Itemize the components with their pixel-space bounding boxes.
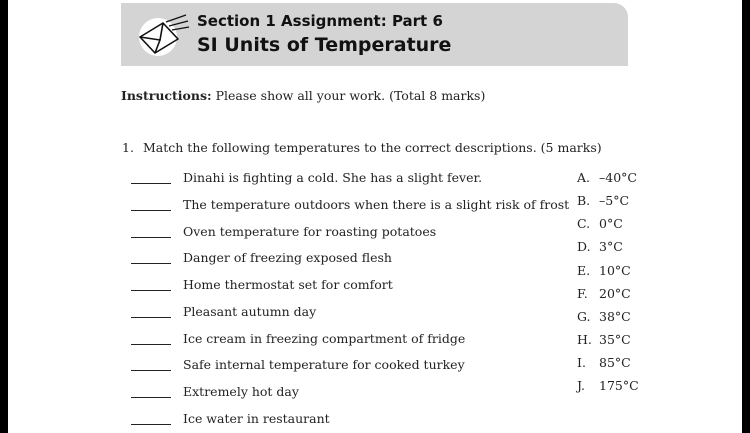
answer-option (577, 193, 717, 211)
item-description: Home thermostat set for comfort (183, 277, 393, 292)
answer-blank[interactable] (131, 344, 171, 345)
answer-option (577, 263, 717, 281)
option-letter: A. (577, 170, 591, 185)
option-value: 85°C (599, 355, 631, 370)
answer-blank[interactable] (131, 263, 171, 264)
option-letter: D. (577, 239, 591, 254)
answer-option (577, 239, 717, 257)
envelope-icon (134, 13, 190, 57)
option-value: 35°C (599, 332, 631, 347)
section-subtitle: Section 1 Assignment: Part 6 (197, 12, 443, 30)
match-item (131, 277, 571, 295)
match-item (131, 170, 571, 188)
item-description: Ice water in restaurant (183, 411, 330, 426)
option-value: 10°C (599, 263, 631, 278)
item-description: Safe internal temperature for cooked turkey (183, 357, 465, 372)
option-value: 175°C (599, 378, 639, 393)
answer-option (577, 286, 717, 304)
match-item (131, 224, 571, 242)
option-value: 0°C (599, 216, 623, 231)
answer-blank[interactable] (131, 210, 171, 211)
item-description: Oven temperature for roasting potatoes (183, 224, 437, 239)
answer-option (577, 309, 717, 327)
answer-blank[interactable] (131, 290, 171, 291)
answer-blank[interactable] (131, 424, 171, 425)
instructions (121, 88, 485, 103)
option-value: 20°C (599, 286, 631, 301)
answer-option (577, 378, 717, 396)
answer-option (577, 355, 717, 373)
option-value: 38°C (599, 309, 631, 324)
match-item (131, 411, 571, 429)
answer-blank[interactable] (131, 237, 171, 238)
instructions-label: Instructions: (121, 88, 212, 103)
answer-blank[interactable] (131, 397, 171, 398)
option-letter: J. (577, 378, 586, 393)
item-description: Extremely hot day (183, 384, 299, 399)
option-letter: H. (577, 332, 592, 347)
match-item (131, 384, 571, 402)
item-description: Danger of freezing exposed flesh (183, 250, 392, 265)
match-item (131, 304, 571, 322)
option-value: 3°C (599, 239, 623, 254)
section-banner (121, 3, 628, 66)
worksheet-page (8, 0, 742, 433)
match-item (131, 357, 571, 375)
answer-blank[interactable] (131, 183, 171, 184)
item-description: Pleasant autumn day (183, 304, 317, 319)
match-item (131, 331, 571, 349)
option-letter: E. (577, 263, 591, 278)
section-title: SI Units of Temperature (197, 34, 452, 56)
question-number: 1. (122, 140, 134, 155)
option-value: –40°C (599, 170, 637, 185)
answer-option (577, 216, 717, 234)
option-letter: I. (577, 355, 586, 370)
option-letter: G. (577, 309, 591, 324)
answer-option (577, 170, 717, 188)
item-description: The temperature outdoors when there is a slight risk of frost (183, 197, 570, 212)
item-description: Ice cream in freezing compartment of fridge (183, 331, 466, 346)
match-item (131, 250, 571, 268)
option-value: –5°C (599, 193, 630, 208)
question-prompt: Match the following temperatures to the correct descriptions. (5 marks) (143, 140, 602, 155)
answer-blank[interactable] (131, 370, 171, 371)
item-description: Dinahi is fighting a cold. She has a slight fever. (183, 170, 483, 185)
match-item (131, 197, 571, 215)
instructions-text: Please show all your work. (Total 8 marks) (215, 88, 486, 103)
question-1 (122, 140, 602, 155)
option-letter: C. (577, 216, 591, 231)
answer-blank[interactable] (131, 317, 171, 318)
option-letter: B. (577, 193, 591, 208)
option-letter: F. (577, 286, 588, 301)
answer-option (577, 332, 717, 350)
